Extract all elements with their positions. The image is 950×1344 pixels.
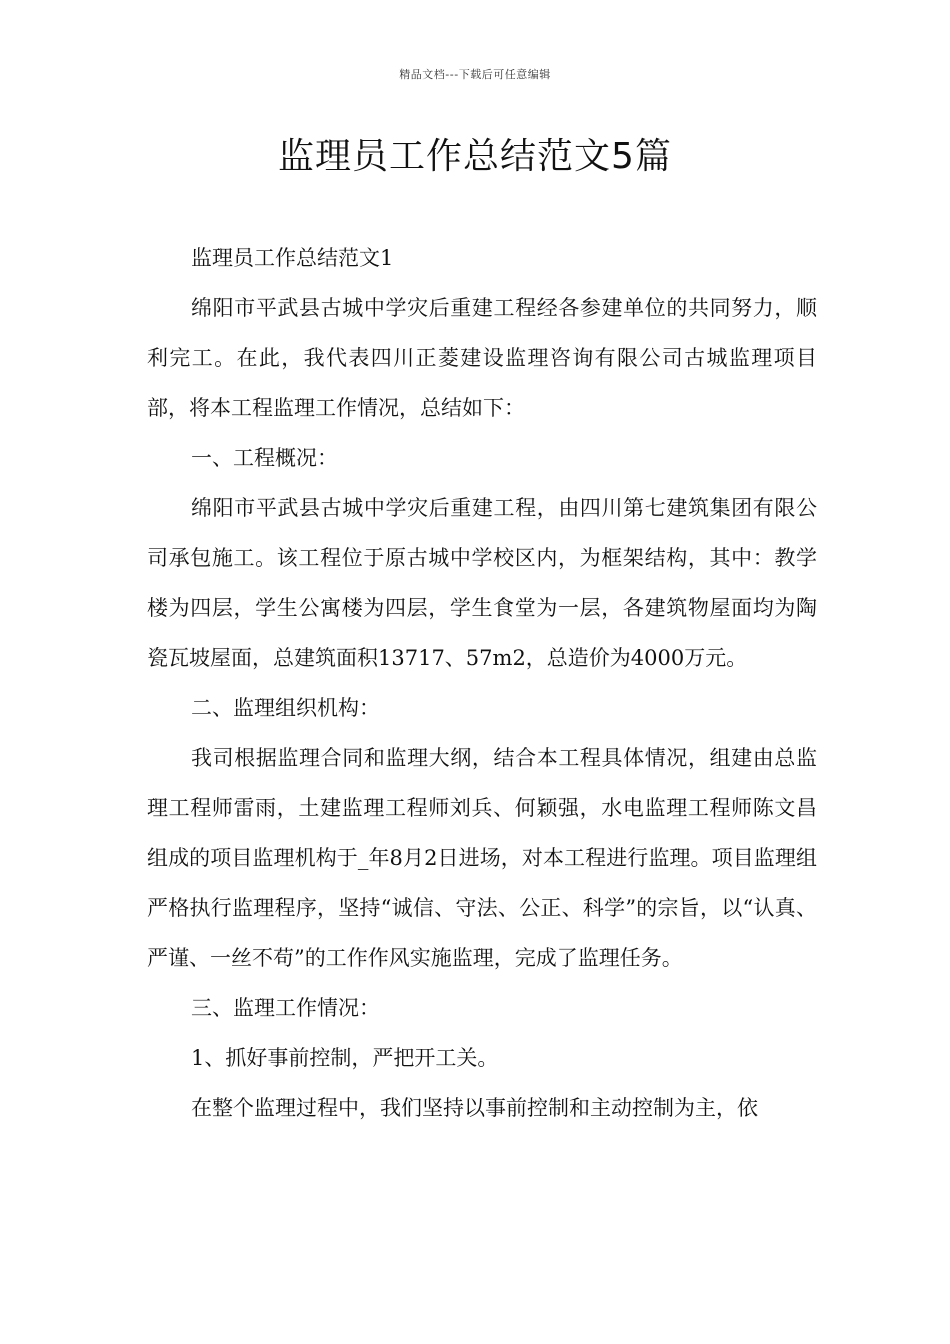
paragraph: 绵阳市平武县古城中学灾后重建工程经各参建单位的共同努力，顺利完工。在此，我代表四川正菱建设监理咨询有限公司古城监理项目部，将本工程监理工作情况，总结如下： [147, 296, 817, 420]
subsection-heading: 1、抓好事前控制，严把开工关。 [191, 1046, 499, 1070]
section-heading: 监理员工作总结范文1 [191, 246, 394, 270]
section-heading: 二、监理组织机构： [191, 696, 380, 720]
document-title: 监理员工作总结范文5篇 [278, 136, 672, 177]
document-body [147, 233, 817, 1133]
section-heading: 一、工程概况： [191, 446, 338, 470]
header-note: 精品文档---下载后可任意编辑 [399, 68, 551, 81]
paragraph: 在整个监理过程中，我们坚持以事前控制和主动控制为主，依 [191, 1096, 758, 1120]
paragraph: 我司根据监理合同和监理大纲，结合本工程具体情况，组建由总监理工程师雷雨，土建监理工程师刘兵、何颖强，水电监理工程师陈文昌组成的项目监理机构于_年8月2日进场，对本工程进行监理。项目监理组严格执行监理程序，坚持“诚信、守法、公正、科学”的宗旨，以“认真、严谨、一丝不苟”的工作作风实施监理，完成了监理任务。 [147, 746, 817, 970]
section-heading: 三、监理工作情况： [191, 996, 380, 1020]
paragraph: 绵阳市平武县古城中学灾后重建工程，由四川第七建筑集团有限公司承包施工。该工程位于原古城中学校区内，为框架结构，其中：教学楼为四层，学生公寓楼为四层，学生食堂为一层，各建筑物屋面均为陶瓷瓦坡屋面，总建筑面积13717、57m2，总造价为4000万元。 [147, 496, 817, 670]
